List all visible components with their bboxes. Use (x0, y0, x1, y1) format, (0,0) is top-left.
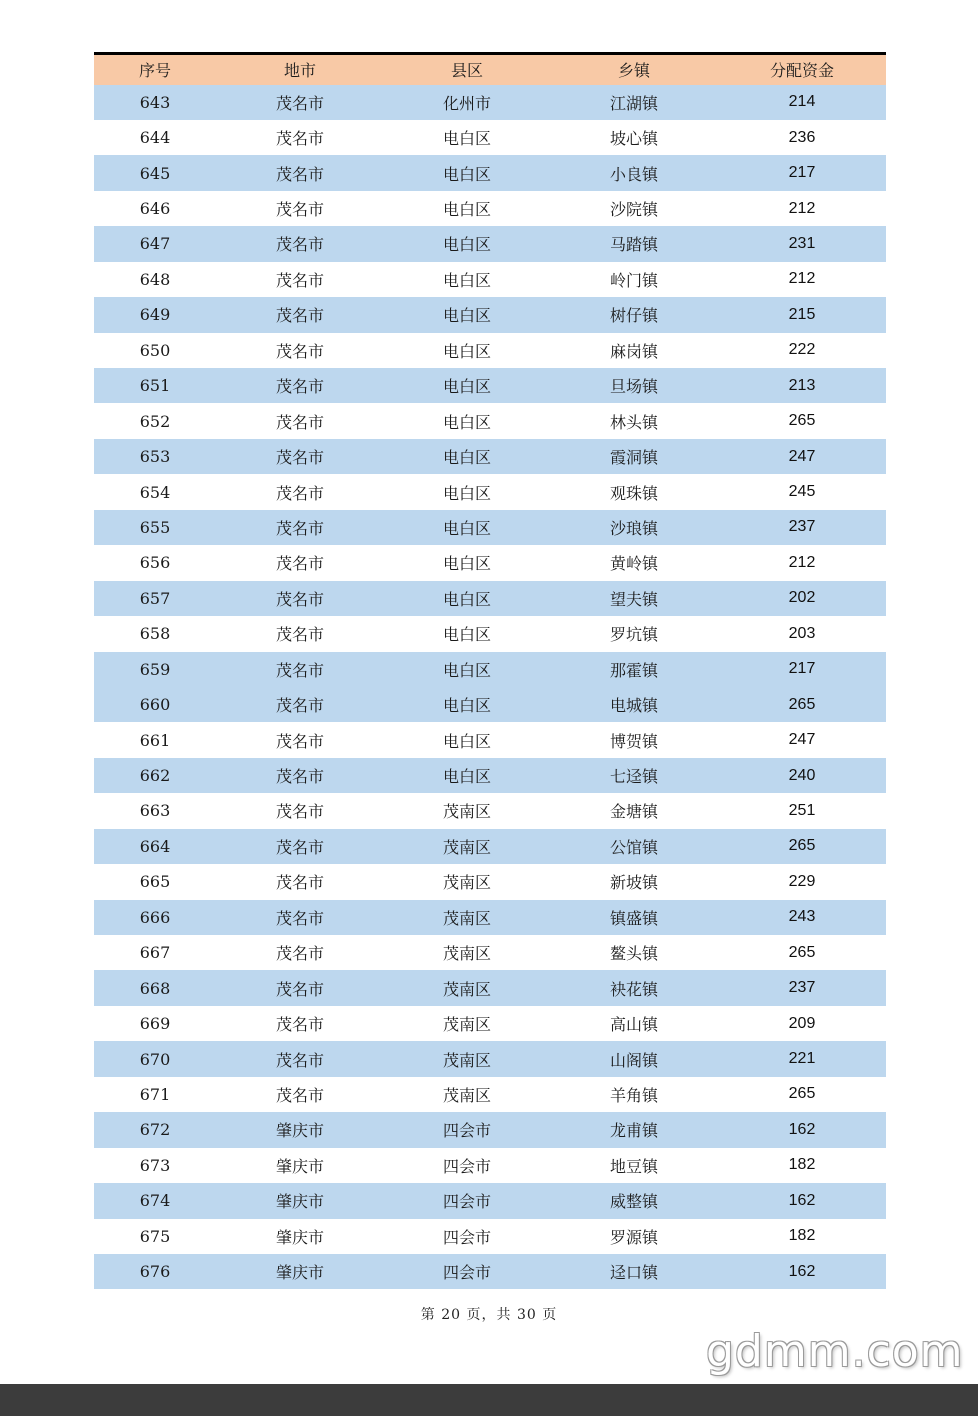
cell-county: 茂南区 (442, 873, 491, 893)
cell-index: 657 (139, 588, 171, 608)
cell-amount: 212 (788, 553, 816, 571)
watermark-logo: gdmm.com (706, 1326, 964, 1377)
cell-amount: 162 (788, 1191, 816, 1209)
cell-index: 666 (139, 907, 171, 927)
cell-index: 671 (139, 1084, 171, 1104)
cell-county: 电白区 (442, 412, 491, 432)
cell-amount: 162 (788, 1262, 816, 1280)
table-row (94, 297, 886, 332)
cell-city: 肇庆市 (275, 1192, 324, 1212)
cell-county: 四会市 (442, 1263, 491, 1283)
cell-county: 电白区 (442, 589, 491, 609)
cell-town: 望夫镇 (609, 589, 658, 609)
cell-index: 647 (139, 234, 171, 254)
cell-index: 667 (139, 943, 171, 963)
cell-index: 673 (139, 1155, 171, 1175)
table-body (94, 85, 886, 1290)
cell-city: 茂名市 (275, 908, 324, 928)
table-row (94, 1112, 886, 1147)
table-row (94, 1183, 886, 1218)
table-row (94, 758, 886, 793)
cell-amount: 217 (788, 660, 816, 678)
cell-amount: 222 (788, 341, 816, 359)
table-row (94, 1148, 886, 1183)
cell-town: 威整镇 (609, 1192, 658, 1212)
cell-amount: 240 (788, 766, 816, 784)
cell-index: 650 (139, 340, 171, 360)
cell-index: 669 (139, 1014, 171, 1034)
cell-town: 麻岗镇 (609, 341, 658, 361)
cell-county: 电白区 (442, 129, 491, 149)
cell-county: 茂南区 (442, 1050, 491, 1070)
cell-index: 668 (139, 978, 171, 998)
cell-index: 644 (139, 128, 171, 148)
cell-town: 金塘镇 (609, 802, 658, 822)
cell-amount: 247 (788, 731, 816, 749)
table-row (94, 829, 886, 864)
header-town: 乡镇 (550, 54, 718, 85)
cell-town: 旦场镇 (609, 377, 658, 397)
cell-county: 电白区 (442, 200, 491, 220)
table-row (94, 581, 886, 616)
cell-index: 655 (139, 517, 171, 537)
cell-county: 化州市 (442, 93, 491, 113)
cell-town: 袂花镇 (609, 979, 658, 999)
cell-town: 镇盛镇 (609, 908, 658, 928)
cell-index: 660 (139, 695, 171, 715)
cell-city: 茂名市 (275, 93, 324, 113)
cell-town: 山阁镇 (609, 1050, 658, 1070)
cell-index: 665 (139, 872, 171, 892)
cell-town: 小良镇 (609, 164, 658, 184)
cell-town: 树仔镇 (609, 306, 658, 326)
cell-county: 电白区 (442, 235, 491, 255)
cell-index: 672 (139, 1120, 171, 1140)
cell-town: 沙琅镇 (609, 518, 658, 538)
cell-county: 电白区 (442, 660, 491, 680)
cell-town: 江湖镇 (609, 93, 658, 113)
table-row (94, 687, 886, 722)
cell-county: 电白区 (442, 518, 491, 538)
table-row (94, 1041, 886, 1076)
cell-county: 茂南区 (442, 979, 491, 999)
cell-town: 林头镇 (609, 412, 658, 432)
cell-town: 那霍镇 (609, 660, 658, 680)
cell-amount: 217 (788, 164, 816, 182)
cell-index: 652 (139, 411, 171, 431)
cell-index: 664 (139, 836, 171, 856)
cell-amount: 236 (788, 128, 816, 146)
cell-town: 黄岭镇 (609, 554, 658, 574)
cell-index: 661 (139, 730, 171, 750)
cell-city: 茂名市 (275, 200, 324, 220)
cell-county: 电白区 (442, 377, 491, 397)
cell-amount: 182 (788, 1227, 816, 1245)
cell-index: 662 (139, 766, 171, 786)
cell-amount: 182 (788, 1156, 816, 1174)
cell-amount: 215 (788, 305, 816, 323)
cell-index: 659 (139, 659, 171, 679)
table-row (94, 191, 886, 226)
table-row (94, 864, 886, 899)
cell-city: 茂名市 (275, 306, 324, 326)
table-row (94, 474, 886, 509)
cell-county: 四会市 (442, 1192, 491, 1212)
cell-city: 茂名市 (275, 554, 324, 574)
cell-town: 公馆镇 (609, 837, 658, 857)
cell-county: 茂南区 (442, 802, 491, 822)
cell-town: 高山镇 (609, 1015, 658, 1035)
cell-city: 茂名市 (275, 1050, 324, 1070)
cell-town: 电城镇 (609, 696, 658, 716)
cell-city: 肇庆市 (275, 1227, 324, 1247)
cell-index: 670 (139, 1049, 171, 1069)
cell-city: 茂名市 (275, 518, 324, 538)
cell-town: 罗坑镇 (609, 625, 658, 645)
cell-city: 茂名市 (275, 1085, 324, 1105)
table-row (94, 510, 886, 545)
cell-town: 七迳镇 (609, 767, 658, 787)
cell-index: 663 (139, 801, 171, 821)
cell-town: 岭门镇 (609, 270, 658, 290)
cell-town: 鳌头镇 (609, 944, 658, 964)
table-row (94, 900, 886, 935)
cell-city: 茂名市 (275, 944, 324, 964)
cell-city: 茂名市 (275, 696, 324, 716)
table-row (94, 333, 886, 368)
cell-index: 645 (139, 163, 171, 183)
cell-amount: 229 (788, 872, 816, 890)
cell-city: 茂名市 (275, 979, 324, 999)
table-row (94, 155, 886, 190)
cell-county: 四会市 (442, 1227, 491, 1247)
cell-county: 电白区 (442, 731, 491, 751)
cell-city: 茂名市 (275, 412, 324, 432)
cell-town: 迳口镇 (609, 1263, 658, 1283)
table-header (94, 54, 886, 85)
cell-city: 茂名市 (275, 837, 324, 857)
cell-amount: 237 (788, 518, 816, 536)
table-row (94, 85, 886, 120)
cell-index: 658 (139, 624, 171, 644)
cell-city: 茂名市 (275, 341, 324, 361)
cell-town: 羊角镇 (609, 1085, 658, 1105)
cell-town: 罗源镇 (609, 1227, 658, 1247)
cell-city: 茂名市 (275, 767, 324, 787)
table-row (94, 935, 886, 970)
cell-town: 博贺镇 (609, 731, 658, 751)
cell-city: 茂名市 (275, 802, 324, 822)
cell-city: 茂名市 (275, 483, 324, 503)
table-row (94, 1219, 886, 1254)
cell-city: 茂名市 (275, 873, 324, 893)
table-row (94, 439, 886, 474)
header-city: 地市 (216, 54, 384, 85)
table-row (94, 722, 886, 757)
table-row (94, 1006, 886, 1041)
cell-town: 地豆镇 (609, 1156, 658, 1176)
cell-county: 电白区 (442, 164, 491, 184)
cell-amount: 162 (788, 1120, 816, 1138)
allocation-table (94, 52, 886, 1289)
cell-city: 茂名市 (275, 235, 324, 255)
table-row (94, 970, 886, 1005)
table-row (94, 652, 886, 687)
cell-county: 茂南区 (442, 1085, 491, 1105)
cell-town: 马踏镇 (609, 235, 658, 255)
cell-county: 茂南区 (442, 1015, 491, 1035)
cell-index: 675 (139, 1226, 171, 1246)
cell-town: 霞洞镇 (609, 448, 658, 468)
cell-county: 四会市 (442, 1156, 491, 1176)
cell-index: 651 (139, 376, 171, 396)
table-row (94, 616, 886, 651)
cell-county: 电白区 (442, 483, 491, 503)
viewer-bottom-bar (0, 1384, 978, 1416)
cell-index: 656 (139, 553, 171, 573)
cell-amount: 202 (788, 589, 816, 607)
cell-amount: 237 (788, 979, 816, 997)
cell-town: 观珠镇 (609, 483, 658, 503)
page-number-footer: 第 20 页，共 30 页 (420, 1307, 558, 1323)
cell-county: 电白区 (442, 767, 491, 787)
cell-amount: 213 (788, 376, 816, 394)
cell-county: 电白区 (442, 341, 491, 361)
cell-county: 电白区 (442, 554, 491, 574)
cell-city: 茂名市 (275, 731, 324, 751)
cell-index: 676 (139, 1262, 171, 1282)
header-row (94, 54, 886, 85)
cell-city: 肇庆市 (275, 1121, 324, 1141)
cell-amount: 265 (788, 837, 816, 855)
cell-city: 肇庆市 (275, 1263, 324, 1283)
cell-county: 电白区 (442, 625, 491, 645)
cell-city: 茂名市 (275, 625, 324, 645)
cell-city: 茂名市 (275, 164, 324, 184)
table-row (94, 403, 886, 438)
cell-city: 茂名市 (275, 270, 324, 290)
cell-amount: 265 (788, 1085, 816, 1103)
table-row (94, 1254, 886, 1289)
cell-county: 茂南区 (442, 837, 491, 857)
cell-amount: 214 (788, 93, 816, 111)
cell-town: 新坡镇 (609, 873, 658, 893)
cell-county: 电白区 (442, 448, 491, 468)
cell-amount: 265 (788, 412, 816, 430)
table-row (94, 226, 886, 261)
cell-amount: 251 (788, 801, 816, 819)
cell-amount: 221 (788, 1050, 816, 1068)
cell-county: 电白区 (442, 306, 491, 326)
cell-index: 654 (139, 482, 171, 502)
cell-city: 肇庆市 (275, 1156, 324, 1176)
cell-amount: 245 (788, 483, 816, 501)
cell-index: 643 (139, 92, 171, 112)
cell-amount: 209 (788, 1014, 816, 1032)
table-row (94, 1077, 886, 1112)
cell-amount: 212 (788, 270, 816, 288)
table-row (94, 793, 886, 828)
cell-county: 茂南区 (442, 908, 491, 928)
cell-amount: 247 (788, 447, 816, 465)
cell-city: 茂名市 (275, 589, 324, 609)
cell-amount: 243 (788, 908, 816, 926)
cell-city: 茂名市 (275, 129, 324, 149)
cell-town: 龙甫镇 (609, 1121, 658, 1141)
cell-index: 649 (139, 305, 171, 325)
header-amount: 分配资金 (718, 54, 886, 85)
cell-amount: 212 (788, 199, 816, 217)
cell-city: 茂名市 (275, 660, 324, 680)
cell-index: 646 (139, 199, 171, 219)
cell-town: 坡心镇 (609, 129, 658, 149)
table-row (94, 262, 886, 297)
table-row (94, 545, 886, 580)
cell-city: 茂名市 (275, 448, 324, 468)
cell-county: 茂南区 (442, 944, 491, 964)
table-row (94, 368, 886, 403)
cell-county: 电白区 (442, 270, 491, 290)
table-row (94, 120, 886, 155)
header-index: 序号 (94, 54, 216, 85)
cell-city: 茂名市 (275, 377, 324, 397)
cell-amount: 231 (788, 234, 816, 252)
cell-county: 四会市 (442, 1121, 491, 1141)
cell-index: 653 (139, 447, 171, 467)
cell-index: 648 (139, 269, 171, 289)
cell-town: 沙院镇 (609, 200, 658, 220)
cell-city: 茂名市 (275, 1015, 324, 1035)
cell-amount: 265 (788, 695, 816, 713)
cell-amount: 203 (788, 624, 816, 642)
cell-index: 674 (139, 1191, 171, 1211)
cell-county: 电白区 (442, 696, 491, 716)
cell-amount: 265 (788, 943, 816, 961)
header-county: 县区 (384, 54, 550, 85)
